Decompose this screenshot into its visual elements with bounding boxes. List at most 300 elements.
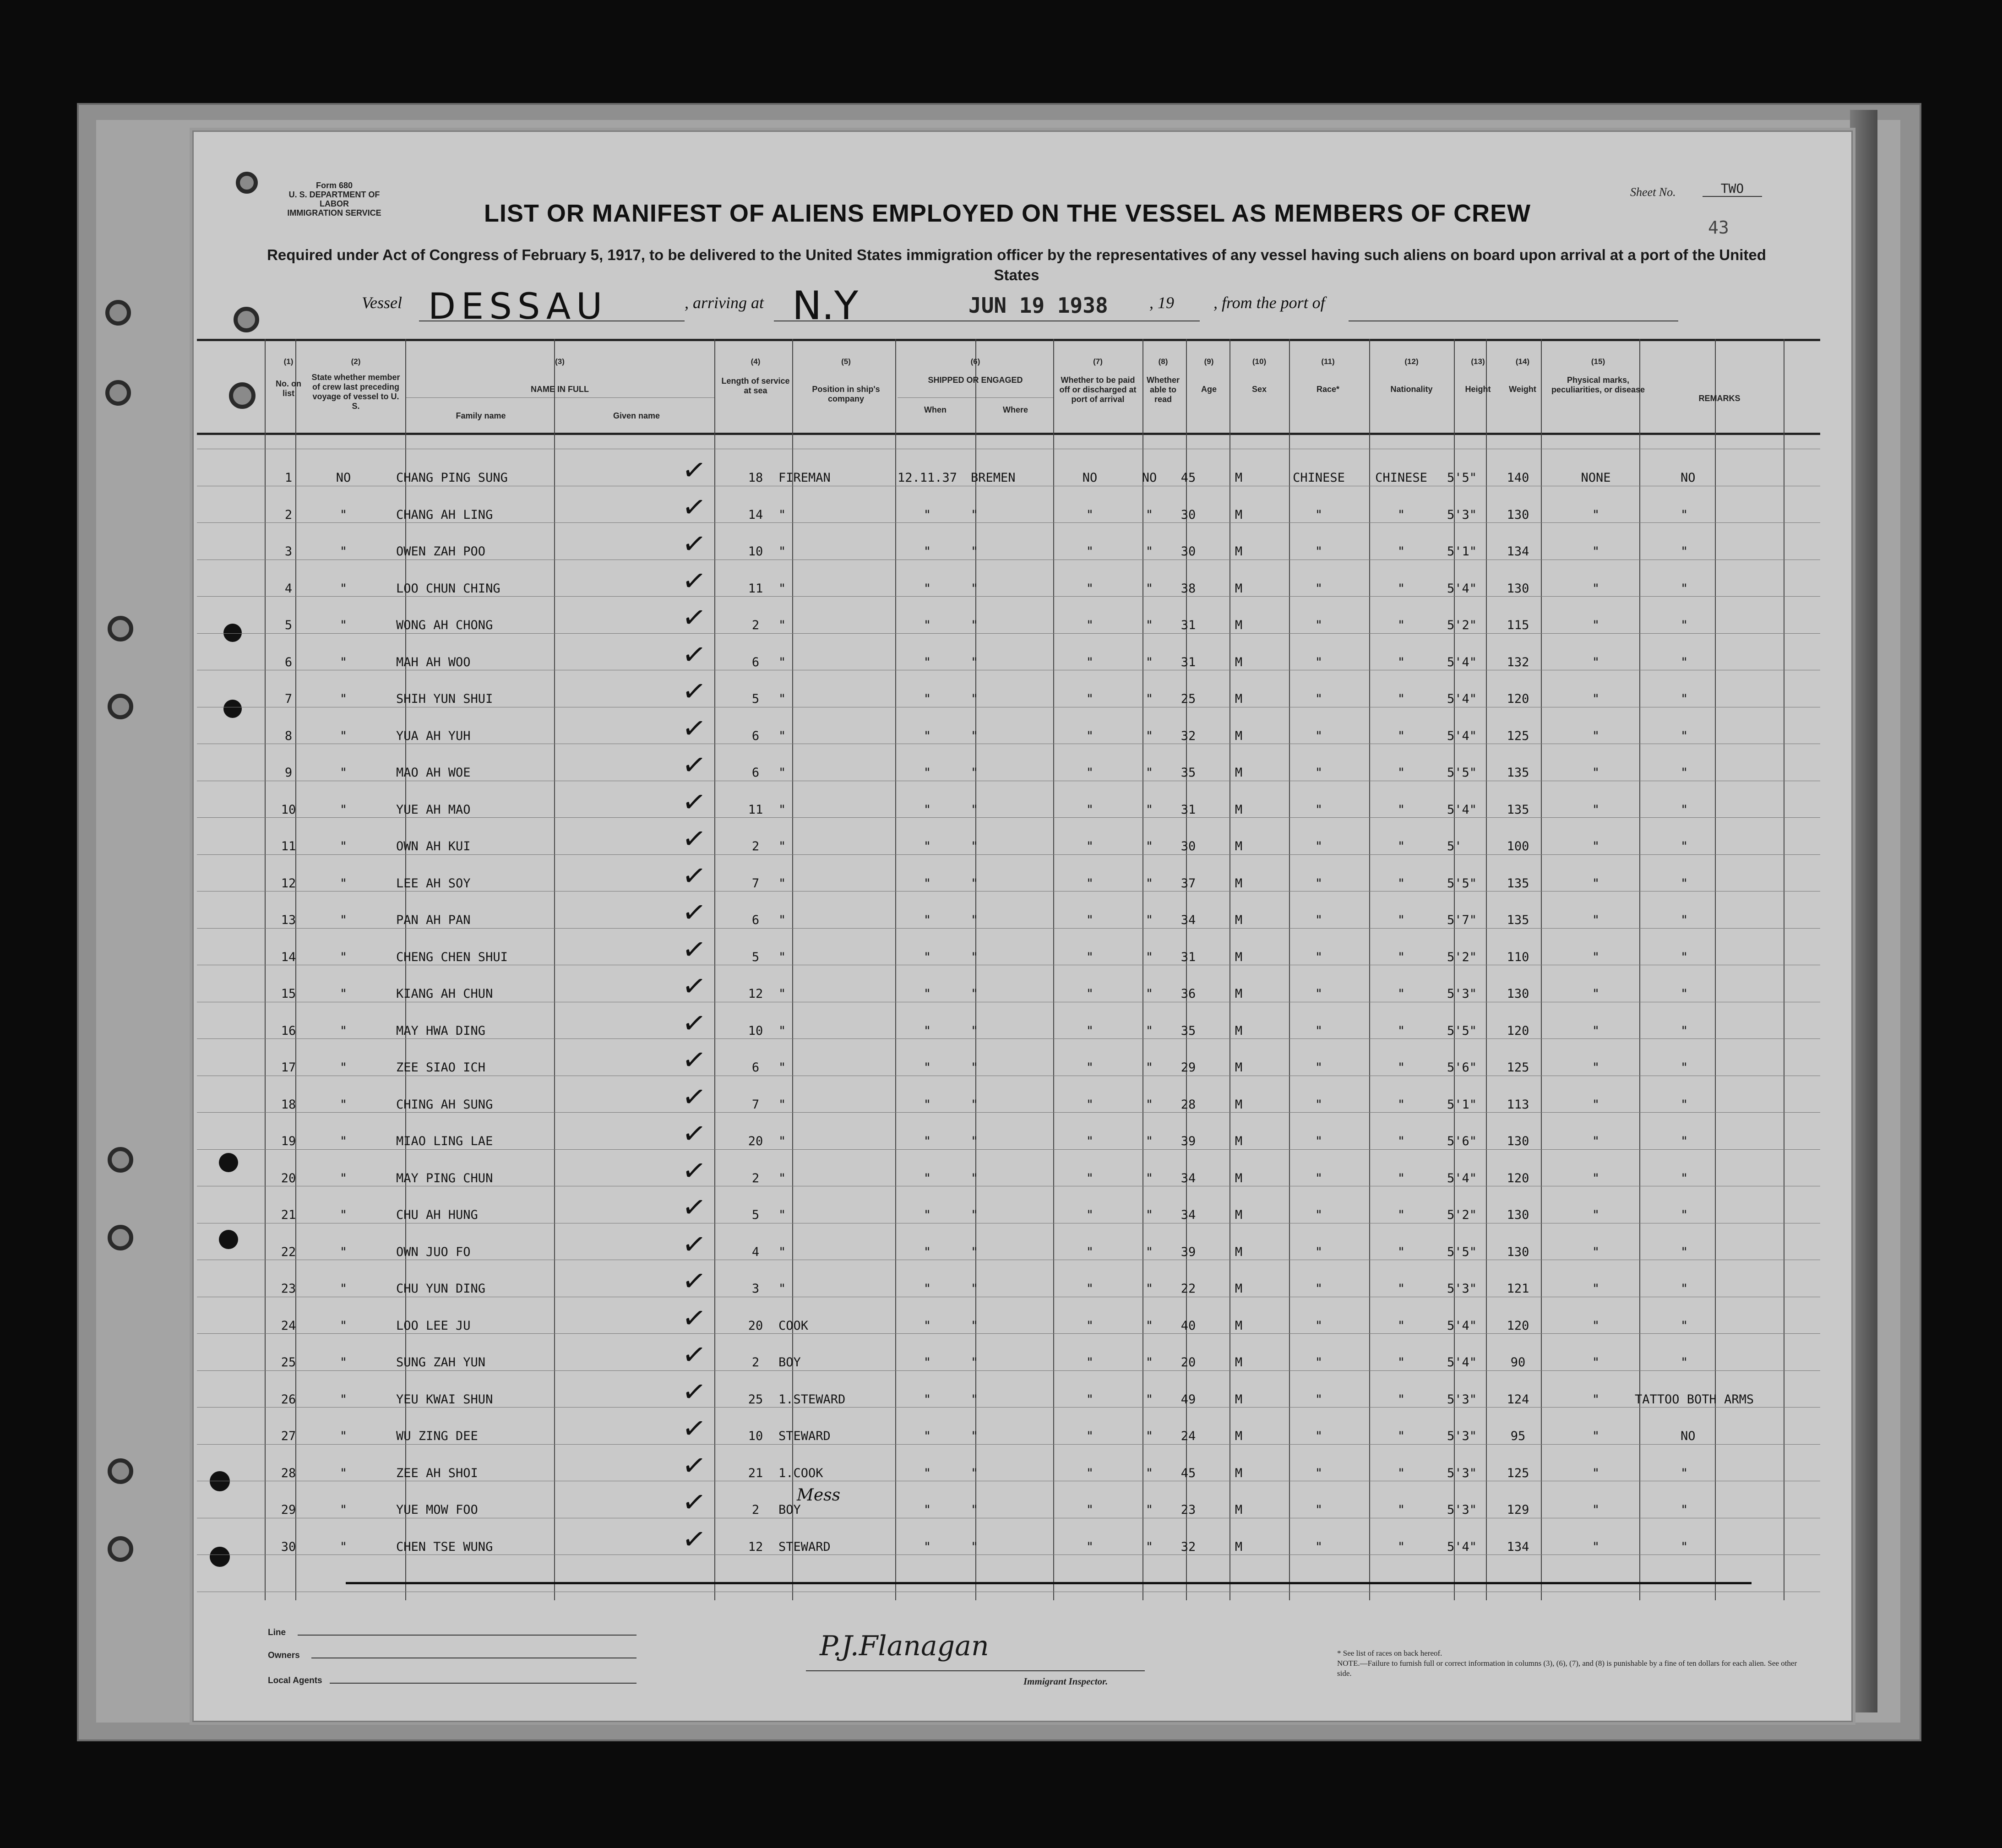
sex-cell: M: [1235, 802, 1243, 817]
read-cell: ": [1145, 876, 1153, 891]
col-age-label: Age: [1201, 385, 1217, 394]
nationality-cell: ": [1397, 618, 1405, 632]
footer-notes: [1337, 1648, 1809, 1679]
shipped-where-cell: ": [971, 1318, 979, 1333]
check-mark-icon: ✓: [680, 673, 708, 710]
service-length-cell: 3: [751, 1282, 760, 1296]
col-when-label: When: [924, 405, 947, 414]
row-number: 22: [281, 1245, 296, 1259]
shipped-where-cell: ": [971, 1466, 979, 1480]
row-rule: [197, 817, 1820, 818]
shipped-when-cell: ": [923, 1245, 931, 1259]
service-length-cell: 2: [751, 1171, 760, 1185]
nationality-cell: ": [1397, 1429, 1405, 1443]
column-rule: [1369, 339, 1370, 1600]
column-rule: [1486, 339, 1487, 1600]
remarks-cell: ": [1681, 766, 1688, 780]
year-prefix: , 19: [1149, 294, 1174, 312]
shipped-when-cell: ": [923, 1097, 931, 1112]
family-name-cell: MAH AH WOO: [396, 655, 471, 669]
position-cell: ": [778, 728, 786, 743]
prev-voyage-cell: ": [339, 1539, 348, 1554]
service-length-cell: 6: [751, 655, 760, 669]
read-cell: ": [1145, 1503, 1153, 1517]
service-length-cell: 20: [748, 1134, 763, 1148]
remarks-cell: ": [1681, 655, 1688, 669]
service-length-cell: 14: [748, 507, 763, 522]
age-cell: 45: [1181, 1466, 1196, 1480]
prev-voyage-cell: ": [339, 766, 348, 780]
age-cell: 32: [1181, 1539, 1196, 1554]
nationality-cell: ": [1397, 987, 1405, 1001]
read-cell: ": [1145, 728, 1153, 743]
row-number: 5: [284, 618, 293, 632]
family-name-cell: CHANG PING SUNG: [396, 471, 508, 485]
prev-voyage-cell: ": [339, 987, 348, 1001]
binder-ring-icon: [108, 1458, 133, 1484]
column-rule: [1186, 339, 1187, 1600]
shipped-where-cell: ": [971, 1429, 979, 1443]
prev-voyage-cell: ": [339, 1392, 348, 1407]
check-mark-icon: ✓: [680, 636, 708, 673]
nationality-cell: ": [1397, 1392, 1405, 1407]
read-cell: NO: [1142, 471, 1157, 485]
position-cell: ": [778, 876, 786, 891]
sex-cell: M: [1235, 581, 1243, 596]
height-cell: 5': [1447, 839, 1462, 853]
shipped-where-cell: ": [971, 581, 979, 596]
physical-marks-cell: ": [1592, 1097, 1600, 1112]
row-number: 27: [281, 1429, 296, 1443]
nationality-cell: ": [1397, 1097, 1405, 1112]
col-family-name-label: Family name: [456, 411, 506, 420]
shipped-where-cell: ": [971, 987, 979, 1001]
age-cell: 35: [1181, 1023, 1196, 1038]
shipped-where-cell: ": [971, 913, 979, 927]
family-name-cell: MAO AH WOE: [396, 766, 471, 780]
check-mark-icon: ✓: [680, 857, 708, 894]
service-length-cell: 12: [748, 1539, 763, 1554]
age-cell: 24: [1181, 1429, 1196, 1443]
physical-marks-cell: ": [1592, 802, 1600, 817]
prev-voyage-cell: ": [339, 1318, 348, 1333]
position-cell: ": [778, 581, 786, 596]
read-cell: ": [1145, 618, 1153, 632]
sex-cell: M: [1235, 655, 1243, 669]
shipped-where-cell: ": [971, 1171, 979, 1185]
height-cell: 5'5": [1447, 1245, 1477, 1259]
race-cell: ": [1315, 1097, 1323, 1112]
row-rule: [197, 1112, 1820, 1113]
check-mark-icon: ✓: [680, 525, 708, 562]
col-remarks-label: REMARKS: [1698, 394, 1741, 403]
sex-cell: M: [1235, 950, 1243, 964]
nationality-cell: ": [1397, 1539, 1405, 1554]
col-nationality-number: (12): [1404, 357, 1419, 366]
prev-voyage-cell: NO: [336, 471, 351, 485]
weight-cell: 130: [1507, 987, 1529, 1001]
remarks-cell: ": [1681, 1466, 1688, 1480]
position-cell: STEWARD: [778, 1429, 831, 1443]
read-cell: ": [1145, 1171, 1153, 1185]
age-cell: 31: [1181, 802, 1196, 817]
col-position-header: [797, 357, 895, 404]
age-cell: 20: [1181, 1355, 1196, 1370]
check-mark-icon: ✓: [680, 710, 708, 746]
column-rule: [1541, 339, 1542, 1600]
sex-cell: M: [1235, 618, 1243, 632]
sex-cell: M: [1235, 839, 1243, 853]
closing-rule: [346, 1582, 1752, 1584]
nationality-cell: ": [1397, 728, 1405, 743]
height-cell: 5'3": [1447, 507, 1477, 522]
height-cell: 5'4": [1447, 802, 1477, 817]
shipped-when-cell: ": [923, 618, 931, 632]
remarks-cell: NO: [1681, 471, 1696, 485]
sex-cell: M: [1235, 507, 1243, 522]
sex-cell: M: [1235, 728, 1243, 743]
position-cell: ": [778, 950, 786, 964]
family-name-cell: MIAO LING LAE: [396, 1134, 493, 1148]
col-marks-header: [1545, 357, 1651, 395]
page-subtitle: Required under Act of Congress of February 5, 1917, to be delivered to the United States immigration officer by the representatives of any vessel having such aliens on board upon arrival at a port of the United States: [267, 246, 1766, 283]
row-number: 1: [284, 471, 293, 485]
physical-marks-cell: ": [1592, 1466, 1600, 1480]
sex-cell: M: [1235, 692, 1243, 706]
remarks-cell: ": [1681, 950, 1688, 964]
race-cell: ": [1315, 1503, 1323, 1517]
col-service-number: (4): [751, 357, 761, 366]
shipped-when-cell: ": [923, 507, 931, 522]
weight-cell: 130: [1507, 581, 1529, 596]
manifest-table: [197, 339, 1820, 1600]
position-cell: ": [778, 655, 786, 669]
column-rule: [1053, 339, 1054, 1600]
column-rule: [1142, 339, 1143, 1600]
age-cell: 34: [1181, 1208, 1196, 1222]
remarks-cell: ": [1681, 1282, 1688, 1296]
nationality-cell: ": [1397, 507, 1405, 522]
sheet-number-value: TWO: [1703, 181, 1762, 197]
shipped-when-cell: ": [923, 1171, 931, 1185]
height-cell: 5'7": [1447, 913, 1477, 927]
read-cell: ": [1145, 766, 1153, 780]
page-edge-shadow: [1850, 110, 1877, 1712]
row-number: 23: [281, 1282, 296, 1296]
weight-cell: 135: [1507, 802, 1529, 817]
shipped-where-cell: ": [971, 1097, 979, 1112]
shipped-where-cell: ": [971, 1392, 979, 1407]
shipped-when-cell: ": [923, 1060, 931, 1075]
col-shipped-header: [898, 357, 1053, 385]
family-name-cell: LEE AH SOY: [396, 876, 471, 891]
shipped-when-cell: ": [923, 950, 931, 964]
col-marks-label: Physical marks, peculiarities, or disease: [1551, 375, 1645, 394]
remarks-cell: ": [1681, 544, 1688, 559]
department-name: U. S. DEPARTMENT OF LABOR: [288, 190, 380, 208]
row-number: 12: [281, 876, 296, 891]
height-cell: 5'3": [1447, 1429, 1477, 1443]
prev-voyage-cell: ": [339, 728, 348, 743]
height-cell: 5'1": [1447, 544, 1477, 559]
position-cell: ": [778, 544, 786, 559]
physical-marks-cell: ": [1592, 1134, 1600, 1148]
binder-ring-icon: [236, 172, 258, 194]
family-name-cell: KIANG AH CHUN: [396, 987, 493, 1001]
row-number: 30: [281, 1539, 296, 1554]
nationality-cell: ": [1397, 655, 1405, 669]
physical-marks-cell: ": [1592, 913, 1600, 927]
race-cell: ": [1315, 950, 1323, 964]
col-race-number: (11): [1321, 357, 1335, 366]
shipped-when-cell: ": [923, 766, 931, 780]
weight-cell: 100: [1507, 839, 1529, 853]
vessel-name: DESSAU: [428, 286, 608, 327]
binder-ring-icon: [108, 616, 133, 641]
shipped-where-cell: ": [971, 655, 979, 669]
age-cell: 31: [1181, 950, 1196, 964]
position-cell: FIREMAN: [778, 471, 831, 485]
row-number: 26: [281, 1392, 296, 1407]
shipped-where-cell: ": [971, 1355, 979, 1370]
race-cell: ": [1315, 802, 1323, 817]
paid-off-cell: ": [1086, 507, 1094, 522]
sheet-number-label: Sheet No.: [1630, 185, 1676, 199]
prev-voyage-cell: ": [339, 581, 348, 596]
footer-agents-underline: [330, 1683, 637, 1684]
position-cell: ": [778, 1097, 786, 1112]
service-length-cell: 4: [751, 1245, 760, 1259]
physical-marks-cell: ": [1592, 618, 1600, 632]
age-cell: 40: [1181, 1318, 1196, 1333]
family-name-cell: ZEE AH SHOI: [396, 1466, 478, 1480]
shipped-when-cell: ": [923, 839, 931, 853]
col-race-header: [1289, 357, 1367, 394]
sex-cell: M: [1235, 1097, 1243, 1112]
shipped-where-cell: ": [971, 1134, 979, 1148]
age-cell: 34: [1181, 913, 1196, 927]
row-rule: [197, 1333, 1820, 1334]
prev-voyage-cell: ": [339, 544, 348, 559]
remarks-cell: ": [1681, 1539, 1688, 1554]
race-cell: ": [1315, 1171, 1323, 1185]
shipped-where-cell: ": [971, 618, 979, 632]
row-number: 15: [281, 987, 296, 1001]
column-rule: [1229, 339, 1230, 1600]
shipped-where-cell: ": [971, 728, 979, 743]
check-mark-icon: ✓: [680, 599, 708, 636]
race-cell: ": [1315, 1208, 1323, 1222]
service-length-cell: 2: [751, 1503, 760, 1517]
col-name-label: NAME IN FULL: [531, 385, 589, 394]
col-no-label: No. on list: [276, 379, 301, 398]
vessel-label: Vessel: [362, 294, 402, 312]
row-number: 8: [284, 728, 293, 743]
check-mark-icon: ✓: [680, 1299, 708, 1336]
col-nationality-header: [1369, 357, 1454, 394]
shipped-when-cell: ": [923, 913, 931, 927]
sex-cell: M: [1235, 1171, 1243, 1185]
shipped-when-cell: ": [923, 692, 931, 706]
age-cell: 30: [1181, 839, 1196, 853]
col-marks-number: (15): [1591, 357, 1605, 366]
physical-marks-cell: ": [1592, 1208, 1600, 1222]
service-length-cell: 21: [748, 1466, 763, 1480]
col-age-number: (9): [1204, 357, 1214, 366]
row-number: 16: [281, 1023, 296, 1038]
height-cell: 5'3": [1447, 1466, 1477, 1480]
weight-cell: 121: [1507, 1282, 1529, 1296]
paid-off-cell: ": [1086, 1134, 1094, 1148]
nationality-cell: ": [1397, 1023, 1405, 1038]
shipped-when-cell: ": [923, 1355, 931, 1370]
nationality-cell: ": [1397, 876, 1405, 891]
read-cell: ": [1145, 507, 1153, 522]
service-length-cell: 12: [748, 987, 763, 1001]
paid-off-cell: ": [1086, 1060, 1094, 1075]
weight-cell: 113: [1507, 1097, 1529, 1112]
service-length-cell: 18: [748, 471, 763, 485]
check-mark-icon: ✓: [680, 820, 708, 857]
age-cell: 39: [1181, 1134, 1196, 1148]
family-name-cell: MAY PING CHUN: [396, 1171, 493, 1185]
position-cell: BOY: [778, 1503, 801, 1517]
age-cell: 49: [1181, 1392, 1196, 1407]
shipped-when-cell: ": [923, 544, 931, 559]
prev-voyage-cell: ": [339, 1060, 348, 1075]
age-cell: 32: [1181, 728, 1196, 743]
col-name-number: (3): [555, 357, 565, 366]
check-mark-icon: ✓: [680, 1336, 708, 1373]
penalty-note: NOTE.—Failure to furnish full or correct information in columns (3), (6), (7), and (8) is punishable by a fine of ten dollars for each alien. See other side.: [1337, 1659, 1797, 1678]
shipped-when-cell: ": [923, 1023, 931, 1038]
read-cell: ": [1145, 1060, 1153, 1075]
physical-marks-cell: ": [1592, 581, 1600, 596]
paid-off-cell: NO: [1082, 471, 1098, 485]
column-rule: [295, 339, 296, 1600]
page-number: 43: [1708, 217, 1729, 238]
read-cell: ": [1145, 1355, 1153, 1370]
shipped-where-cell: ": [971, 1060, 979, 1075]
service-length-cell: 2: [751, 839, 760, 853]
service-length-cell: 25: [748, 1392, 763, 1407]
paid-off-cell: ": [1086, 581, 1094, 596]
position-cell: 1.COOK: [778, 1466, 823, 1480]
position-cell: COOK: [778, 1318, 809, 1333]
row-rule: [197, 1554, 1820, 1555]
nationality-cell: ": [1397, 913, 1405, 927]
row-number: 3: [284, 544, 293, 559]
col-service-header: [719, 357, 792, 396]
race-cell: ": [1315, 1318, 1323, 1333]
height-cell: 5'1": [1447, 1097, 1477, 1112]
service-length-cell: 5: [751, 692, 760, 706]
weight-cell: 125: [1507, 1466, 1529, 1480]
prev-voyage-cell: ": [339, 1429, 348, 1443]
paid-off-cell: ": [1086, 1466, 1094, 1480]
row-rule: [197, 1407, 1820, 1408]
paid-off-cell: ": [1086, 1318, 1094, 1333]
binder-ring-icon: [234, 307, 259, 332]
age-cell: 37: [1181, 876, 1196, 891]
physical-marks-cell: ": [1592, 766, 1600, 780]
from-port-label: , from the port of: [1213, 294, 1325, 312]
weight-cell: 120: [1507, 1023, 1529, 1038]
shipped-where-cell: ": [971, 1539, 979, 1554]
col-sex-number: (10): [1252, 357, 1267, 366]
paid-off-cell: ": [1086, 544, 1094, 559]
paid-off-cell: ": [1086, 1539, 1094, 1554]
nationality-cell: ": [1397, 766, 1405, 780]
row-number: 29: [281, 1503, 296, 1517]
race-cell: ": [1315, 1355, 1323, 1370]
shipped-where-cell: ": [971, 802, 979, 817]
physical-marks-cell: ": [1592, 1245, 1600, 1259]
read-cell: ": [1145, 950, 1153, 964]
paid-off-cell: ": [1086, 802, 1094, 817]
service-length-cell: 6: [751, 728, 760, 743]
row-number: 13: [281, 913, 296, 927]
shipped-when-cell: ": [923, 581, 931, 596]
paid-off-cell: ": [1086, 913, 1094, 927]
read-cell: ": [1145, 1429, 1153, 1443]
nationality-cell: ": [1397, 544, 1405, 559]
weight-cell: 129: [1507, 1503, 1529, 1517]
physical-marks-cell: ": [1592, 692, 1600, 706]
prev-voyage-cell: ": [339, 950, 348, 964]
row-number: 6: [284, 655, 293, 669]
family-name-cell: CHU YUN DING: [396, 1282, 486, 1296]
physical-marks-cell: ": [1592, 987, 1600, 1001]
row-number: 4: [284, 581, 293, 596]
age-cell: 22: [1181, 1282, 1196, 1296]
read-cell: ": [1145, 655, 1153, 669]
service-length-cell: 5: [751, 950, 760, 964]
arrival-date-stamp: JUN 19 1938: [968, 293, 1108, 318]
remarks-cell: ": [1681, 618, 1688, 632]
col-paid-off-header: [1055, 357, 1140, 404]
weight-cell: 130: [1507, 507, 1529, 522]
col-remarks-header: [1655, 357, 1784, 403]
age-cell: 38: [1181, 581, 1196, 596]
weight-cell: 125: [1507, 1060, 1529, 1075]
sex-cell: M: [1235, 1134, 1243, 1148]
read-cell: ": [1145, 1539, 1153, 1554]
weight-cell: 90: [1510, 1355, 1526, 1370]
family-name-cell: YUE AH MAO: [396, 802, 471, 817]
physical-marks-cell: ": [1592, 655, 1600, 669]
position-cell: ": [778, 1060, 786, 1075]
family-name-cell: SHIH YUN SHUI: [396, 692, 493, 706]
race-cell: ": [1315, 1245, 1323, 1259]
race-cell: ": [1315, 655, 1323, 669]
physical-marks-cell: ": [1592, 876, 1600, 891]
column-rule: [792, 339, 793, 1600]
binder-ring-icon: [108, 1536, 133, 1562]
service-length-cell: 10: [748, 544, 763, 559]
row-number: 20: [281, 1171, 296, 1185]
remarks-cell: ": [1681, 1245, 1688, 1259]
service-length-cell: 7: [751, 1097, 760, 1112]
remarks-cell: ": [1681, 1060, 1688, 1075]
paid-off-cell: ": [1086, 876, 1094, 891]
col-name-header: [405, 357, 714, 394]
row-rule: [197, 1370, 1820, 1371]
shipped-when-cell: ": [923, 728, 931, 743]
read-cell: ": [1145, 692, 1153, 706]
check-mark-icon: ✓: [680, 1410, 708, 1447]
col-height-label: Height: [1465, 385, 1491, 394]
